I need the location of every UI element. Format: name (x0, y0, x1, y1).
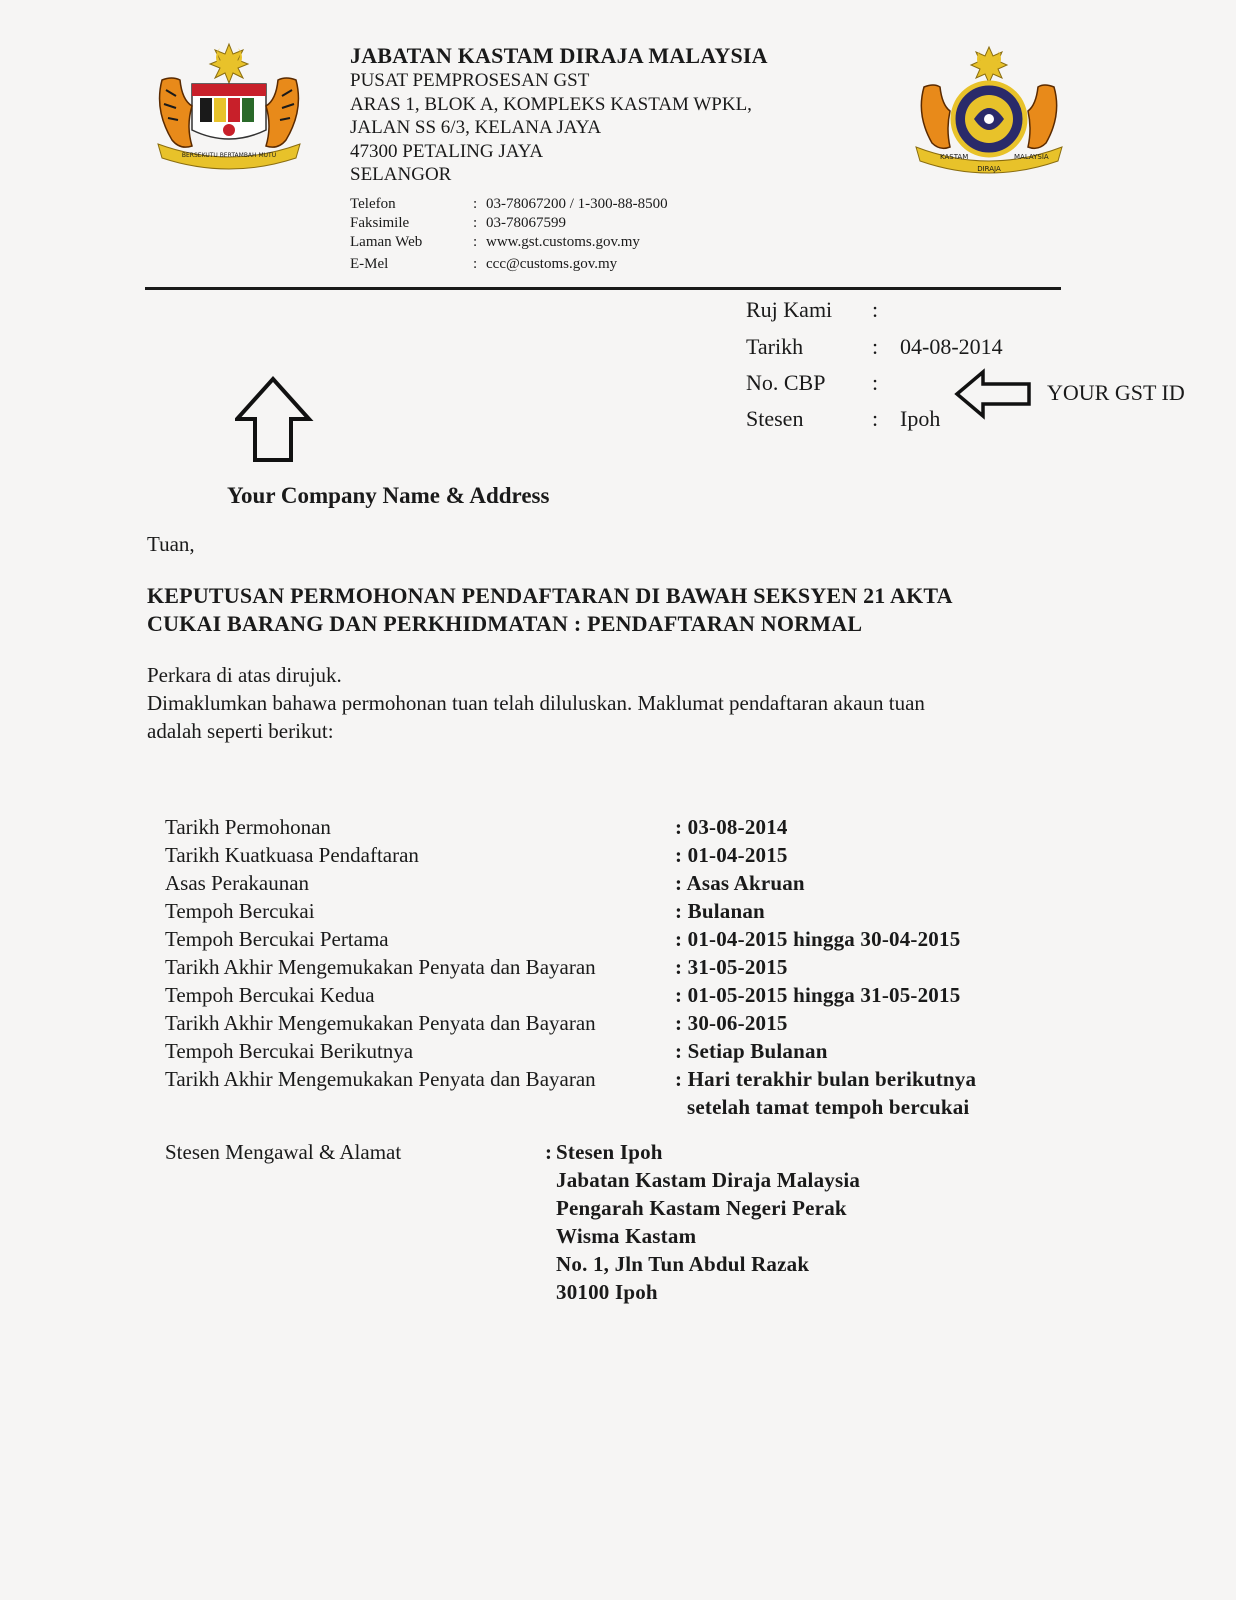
body-line: adalah seperti berikut: (147, 719, 334, 743)
gst-id-annotation: YOUR GST ID (1047, 380, 1185, 405)
ref-date: 04-08-2014 (900, 334, 1003, 359)
ref-colon: : (872, 406, 879, 431)
contact-label: E-Mel (350, 256, 389, 272)
ref-colon: : (872, 297, 879, 322)
ref-colon: : (872, 334, 879, 359)
right-crest-text-bottom: DIRAJA (977, 165, 1001, 173)
contact-colon: : (473, 256, 478, 272)
ref-label: Stesen (746, 406, 804, 431)
detail-value: : 03-08-2014 (675, 815, 788, 839)
contact-label: Faksimile (350, 215, 410, 231)
detail-value: : 01-05-2015 hingga 31-05-2015 (675, 983, 961, 1007)
contact-colon: : (473, 215, 478, 231)
address-line: PUSAT PEMPROSESAN GST (350, 70, 590, 91)
ref-label: Tarikh (746, 334, 804, 359)
detail-label: Tempoh Bercukai (165, 899, 315, 923)
contact-phone: 03-78067200 / 1-300-88-8500 (486, 196, 668, 212)
detail-value: : Hari terakhir bulan berikutnya (675, 1067, 977, 1091)
station-label: Stesen Mengawal & Alamat (165, 1140, 402, 1164)
ref-colon: : (872, 370, 879, 395)
detail-value: : Asas Akruan (675, 871, 805, 895)
address-line: SELANGOR (350, 164, 452, 185)
company-annotation: Your Company Name & Address (227, 483, 550, 508)
detail-value: : Bulanan (675, 899, 765, 923)
right-crest-text-right: MALAYSIA (1014, 153, 1049, 161)
subject-line: KEPUTUSAN PERMOHONAN PENDAFTARAN DI BAWAH SEKSYEN 21 AKTA (147, 583, 953, 608)
detail-label: Tarikh Akhir Mengemukakan Penyata dan Bayaran (165, 955, 596, 979)
left-crest-motto: BERSEKUTU BERTAMBAH MUTU (181, 152, 277, 159)
station-address-line: Pengarah Kastam Negeri Perak (556, 1196, 847, 1220)
station-address-line: Stesen Ipoh (556, 1140, 663, 1164)
station-address-line: Wisma Kastam (556, 1224, 697, 1248)
station-address-line: Jabatan Kastam Diraja Malaysia (556, 1168, 861, 1192)
detail-value: : Setiap Bulanan (675, 1039, 828, 1063)
detail-label: Tarikh Kuatkuasa Pendaftaran (165, 843, 419, 867)
contact-fax: 03-78067599 (486, 215, 566, 231)
contact-email: ccc@customs.gov.my (486, 256, 618, 272)
customs-malaysia-logo (910, 43, 1068, 179)
arrow-up-icon (235, 376, 315, 464)
contact-colon: : (473, 234, 478, 250)
arrow-left-icon (953, 368, 1033, 420)
subject-line: CUKAI BARANG DAN PERKHIDMATAN : PENDAFTARAN NORMAL (147, 611, 863, 636)
detail-value: : 30-06-2015 (675, 1011, 788, 1035)
detail-label: Tarikh Akhir Mengemukakan Penyata dan Bayaran (165, 1067, 596, 1091)
header-divider (145, 287, 1061, 290)
contact-website: www.gst.customs.gov.my (486, 234, 640, 250)
salutation: Tuan, (147, 532, 195, 556)
detail-label: Tarikh Akhir Mengemukakan Penyata dan Bayaran (165, 1011, 596, 1035)
station-address-line: No. 1, Jln Tun Abdul Razak (556, 1252, 810, 1276)
malaysia-coat-of-arms-logo (148, 40, 310, 172)
detail-label: Tempoh Bercukai Berikutnya (165, 1039, 414, 1063)
contact-colon: : (473, 196, 478, 212)
detail-label: Tempoh Bercukai Pertama (165, 927, 389, 951)
detail-value-continuation: setelah tamat tempoh bercukai (687, 1095, 970, 1119)
station-colon: : (545, 1140, 552, 1164)
address-line: JALAN SS 6/3, KELANA JAYA (350, 117, 602, 138)
station-address-line: 30100 Ipoh (556, 1280, 658, 1304)
contact-label: Laman Web (350, 234, 423, 250)
detail-value: : 31-05-2015 (675, 955, 788, 979)
ref-station: Ipoh (900, 406, 941, 431)
ref-label: Ruj Kami (746, 297, 833, 322)
body-line: Perkara di atas dirujuk. (147, 663, 342, 687)
detail-value: : 01-04-2015 hingga 30-04-2015 (675, 927, 961, 951)
detail-label: Asas Perakaunan (165, 871, 310, 895)
detail-value: : 01-04-2015 (675, 843, 788, 867)
address-line: 47300 PETALING JAYA (350, 141, 544, 162)
body-line: Dimaklumkan bahawa permohonan tuan telah diluluskan. Maklumat pendaftaran akaun tuan (147, 691, 925, 715)
detail-label: Tempoh Bercukai Kedua (165, 983, 375, 1007)
org-title: JABATAN KASTAM DIRAJA MALAYSIA (350, 43, 768, 68)
address-line: ARAS 1, BLOK A, KOMPLEKS KASTAM WPKL, (350, 94, 752, 115)
detail-label: Tarikh Permohonan (165, 815, 331, 839)
ref-label: No. CBP (746, 370, 826, 395)
contact-label: Telefon (350, 196, 396, 212)
right-crest-text-left: KASTAM (940, 153, 969, 161)
